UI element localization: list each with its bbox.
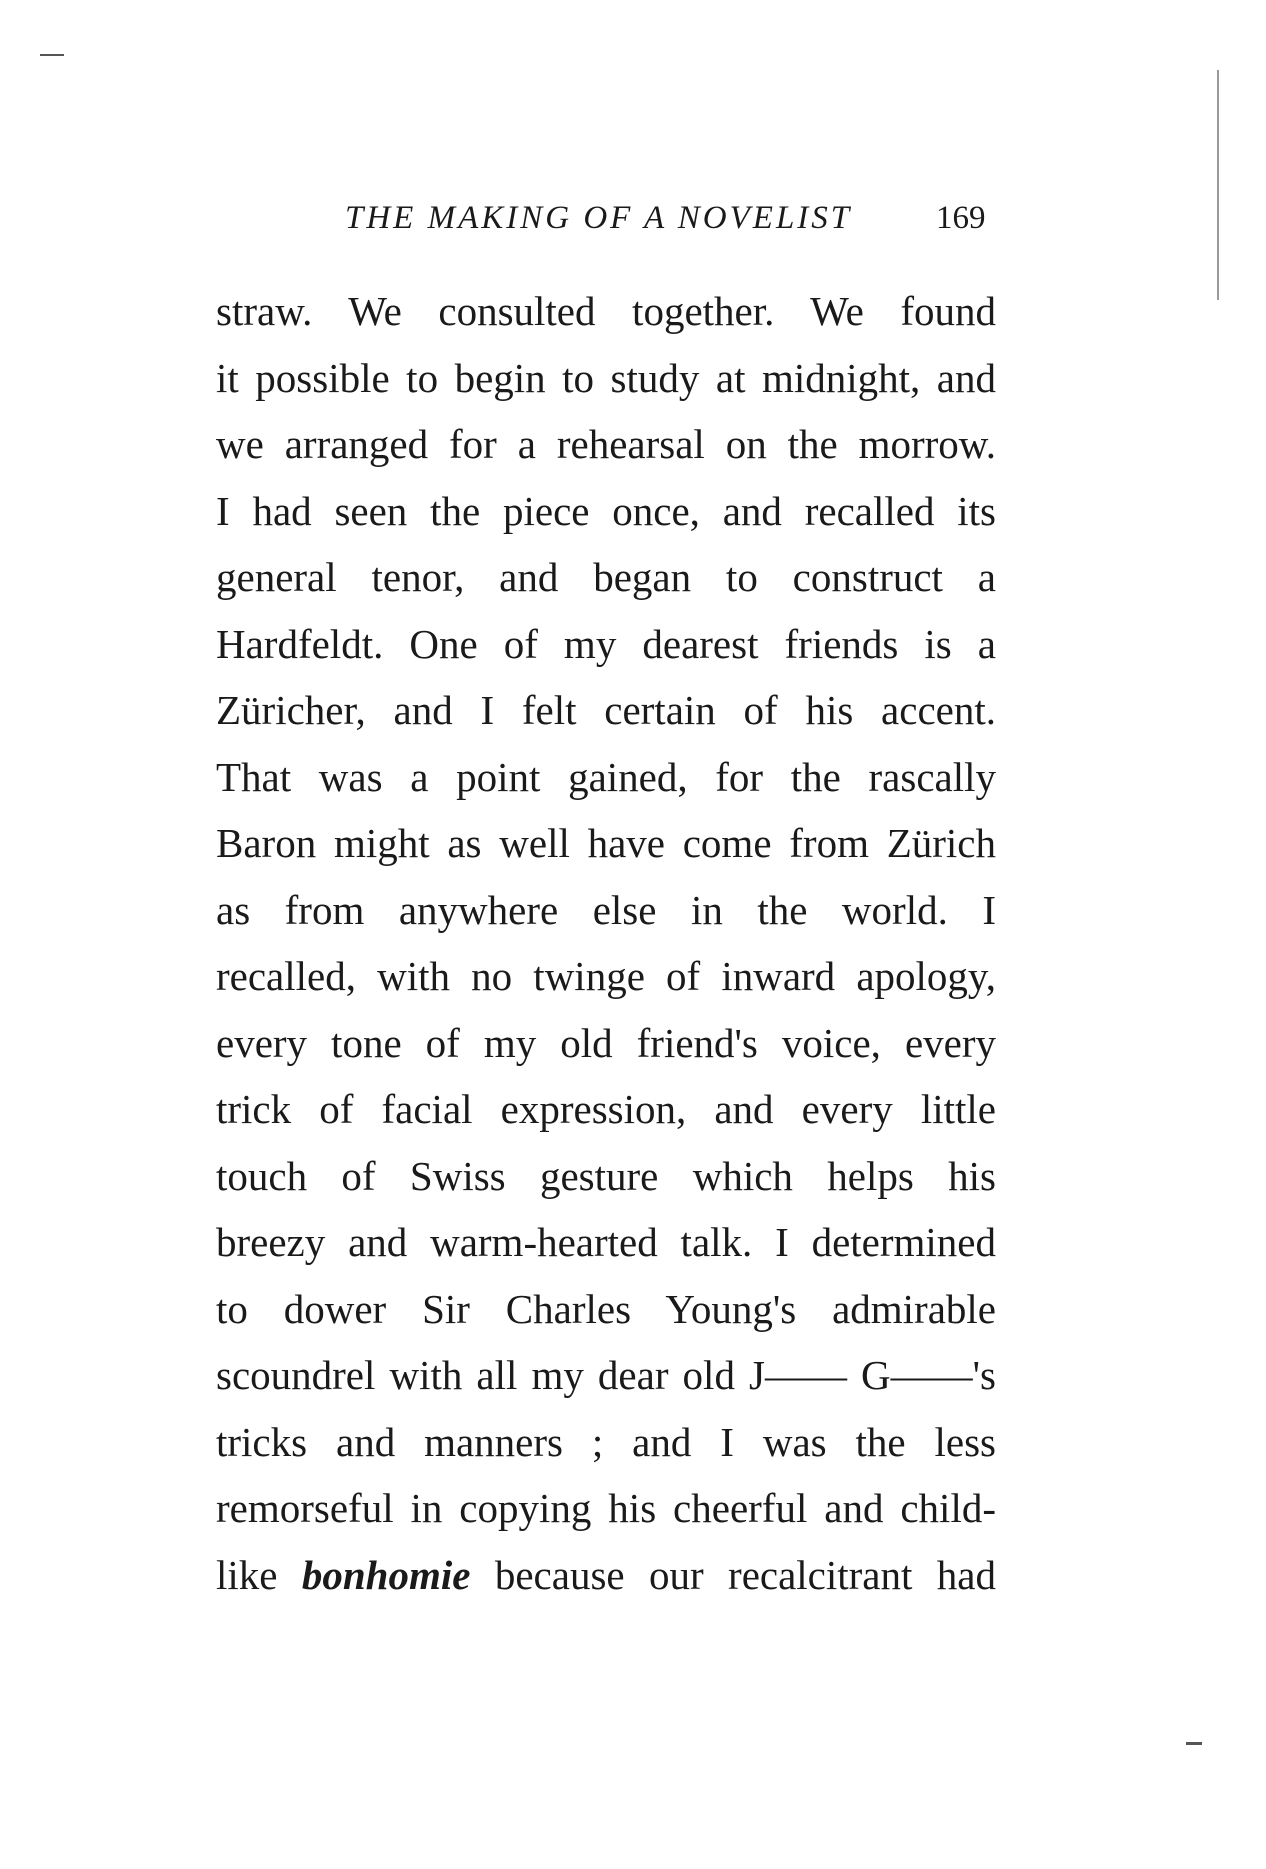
page-number: 169 — [936, 200, 986, 236]
scan-mark-bottom-right — [1186, 1742, 1202, 1745]
text-line: general tenor, and began to construct a — [216, 554, 996, 600]
scan-mark-right-edge — [1217, 70, 1219, 300]
text-line: Züricher, and I felt certain of his accent. — [216, 687, 996, 733]
text-line: remorseful in copying his cheerful and child- — [216, 1485, 996, 1531]
body-text — [216, 278, 996, 1608]
text-line: to dower Sir Charles Young's admirable — [216, 1285, 996, 1332]
text-line: recalled, with no twinge of inward apology, — [216, 953, 996, 999]
text-line: every tone of my old friend's voice, every — [216, 1019, 996, 1066]
running-head-title: THE MAKING OF A NOVELIST — [345, 200, 853, 236]
text-line: Hardfeldt. One of my dearest friends is a — [216, 620, 996, 667]
last-line-end: because our recalcitrant had — [494, 1551, 996, 1598]
text-line: Baron might as well have come from Zürich — [216, 820, 996, 866]
text-line-last — [216, 1542, 996, 1609]
text-line: I had seen the piece once, and recalled its — [216, 487, 996, 534]
last-line-start: like — [216, 1551, 278, 1598]
text-line: touch of Swiss gesture which helps his — [216, 1152, 996, 1199]
text-line: scoundrel with all my dear old J—— G——'s — [216, 1352, 996, 1398]
text-line: breezy and warm-hearted talk. I determined — [216, 1219, 996, 1265]
text-line: as from anywhere else in the world. I — [216, 886, 996, 933]
text-line: we arranged for a rehearsal on the morrow. — [216, 421, 996, 467]
text-line: That was a point gained, for the rascally — [216, 753, 996, 800]
text-line: trick of facial expression, and every little — [216, 1086, 996, 1132]
italic-word-bonhomie: bonhomie — [301, 1551, 471, 1598]
scan-mark-top-left — [40, 54, 64, 56]
text-line: it possible to begin to study at midnight, and — [216, 354, 996, 401]
text-line: tricks and manners ; and I was the less — [216, 1418, 996, 1465]
text-line: straw. We consulted together. We found — [216, 288, 996, 334]
